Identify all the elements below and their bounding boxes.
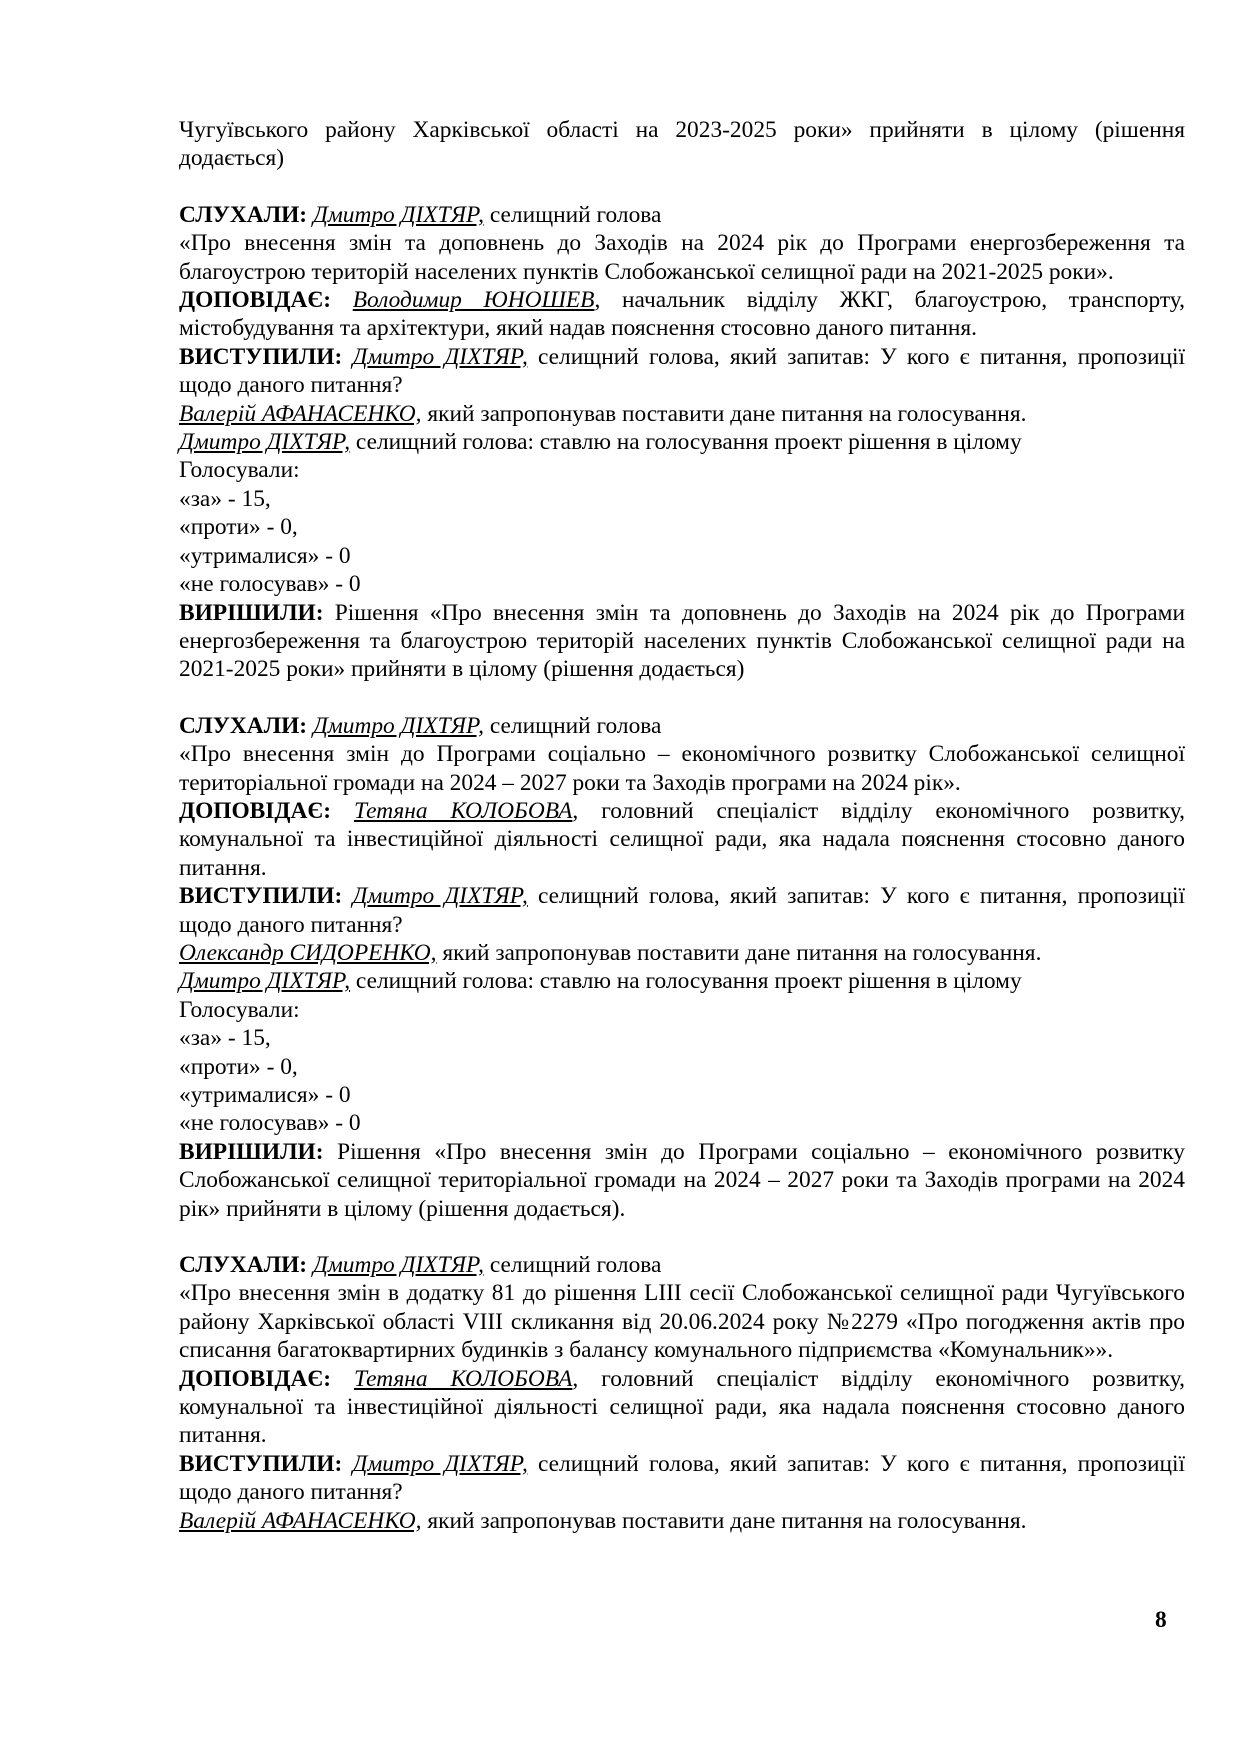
chair-person: Дмитро ДІХТЯР, [179,429,351,456]
vote-against: «проти» - 0, [179,1053,298,1080]
voted-label: Голосували: [179,996,300,1023]
chair-text: селищний голова: ставлю на голосування проект рішення в цілому [350,429,1022,456]
spacer [179,173,1185,201]
reports-label: ДОПОВІДАЄ: [179,287,332,314]
heard-person: Дмитро ДІХТЯР, [312,1252,485,1279]
intro-paragraph: Чугуївського району Харківської області на 2023-2025 роки» прийняти в цілому (рішення додається) [179,117,1185,172]
proposal-line [179,400,1185,428]
vote-abstained: «утрималися» - 0 [179,542,351,569]
spoke-line [179,1450,1185,1507]
vote-not-voted: «не голосував» - 0 [179,1110,361,1137]
reports-line [179,286,1185,343]
proposer-text: який запропонував поставити дане питання на голосування. [421,1507,1027,1534]
reports-line [179,1365,1185,1450]
agenda-item-1 [179,201,1185,684]
speaker-text: селищний голова, який запитав: У кого є питання, пропозиції щодо даного питання? [179,343,1185,399]
proposer-text: який запропонував поставити дане питання на голосування. [436,939,1042,966]
heard-role: селищний голова [484,712,662,739]
proposer-text: який запропонував поставити дане питання на голосування. [421,400,1027,427]
heard-person: Дмитро ДІХТЯР, [312,201,485,228]
heard-line [179,712,1185,740]
spoke-line [179,882,1185,939]
speaker-person: Дмитро ДІХТЯР, [352,1450,528,1477]
speaker-text: селищний голова, який запитав: У кого є питання, пропозиції щодо даного питання? [179,883,1185,938]
item-title: «Про внесення змін до Програми соціально – економічного розвитку Слобожанської селищної територіальної громади на 2024 – 2027 роки та Заходів програми на 2024 рік». [179,741,1185,796]
heard-label: СЛУХАЛИ: [179,712,308,739]
decision-line [179,599,1185,684]
heard-line [179,201,1185,229]
chair-line [179,428,1185,456]
decision-text: Рішення «Про внесення змін та доповнень до Заходів на 2024 рік до Програми енергозбереження та благоустрою територій населених пунктів Слобожанської селищної ради на 2021-2025 роки» прийняти в цілому (рішення додається) [179,599,1185,683]
heard-label: СЛУХАЛИ: [179,201,308,228]
document-page [179,116,1185,1535]
spoke-label: ВИСТУПИЛИ: [179,343,343,370]
spoke-label: ВИСТУПИЛИ: [179,883,343,910]
heard-role: селищний голова [484,1252,662,1279]
item-title: «Про внесення змін в додатку 81 до рішення LIII сесії Слобожанської селищної ради Чугуївського району Харківської області VIII скликання від 20.06.2024 року №2279 «Про погодження актів про списання багатоквартирних будинків з балансу комунального підприємства «Комунальник»». [179,1280,1185,1364]
vote-not-voted: «не голосував» - 0 [179,571,361,598]
reports-line [179,797,1185,882]
speaker-person: Дмитро ДІХТЯР, [352,343,528,370]
reports-label: ДОПОВІДАЄ: [179,1365,332,1392]
decision-line [179,1138,1185,1223]
proposer-person: Валерій АФАНАСЕНКО, [179,1507,422,1534]
proposal-line [179,1507,1185,1535]
page-number: 8 [1155,1607,1167,1633]
speaker-person: Дмитро ДІХТЯР, [352,883,528,910]
spoke-label: ВИСТУПИЛИ: [179,1450,343,1477]
heard-person: Дмитро ДІХТЯР, [312,712,485,739]
decided-label: ВИРІШИЛИ: [179,599,324,626]
vote-abstained: «утрималися» - 0 [179,1082,351,1108]
chair-person: Дмитро ДІХТЯР, [179,968,351,995]
heard-role: селищний голова [484,201,662,228]
voted-label: Голосували: [179,457,300,484]
item-title: «Про внесення змін та доповнень до Заходів на 2024 рік до Програми енергозбереження та благоустрою територій населених пунктів Слобожанської селищної ради на 2021-2025 роки». [179,230,1185,285]
vote-against: «проти» - 0, [179,514,298,541]
proposer-person: Валерій АФАНАСЕНКО, [179,400,422,427]
reporter-role: , головний спеціаліст відділу економічного розвитку, комунальної та інвестиційної діяльності селищної ради, яка надала пояснення стосовно даного питання. [179,797,1185,881]
speaker-text: селищний голова, який запитав: У кого є питання, пропозиції щодо даного питання? [179,1450,1185,1506]
agenda-item-2 [179,712,1185,1223]
spacer [179,684,1185,712]
reporter-person: Тетяна КОЛОБОВА [354,797,573,824]
reports-label: ДОПОВІДАЄ: [179,797,332,824]
spoke-line [179,343,1185,400]
reporter-role: , головний спеціаліст відділу економічного розвитку, комунальної та інвестиційної діяльності селищної ради, яка надала пояснення стосовно даного питання. [179,1365,1185,1449]
proposer-person: Олександр СИДОРЕНКО, [179,939,437,966]
reporter-person: Володимир ЮНОШЕВ [352,287,595,314]
proposal-line [179,939,1185,967]
decided-label: ВИРІШИЛИ: [179,1138,324,1165]
heard-line [179,1251,1185,1279]
chair-text: селищний голова: ставлю на голосування проект рішення в цілому [350,968,1022,995]
vote-for: «за» - 15, [179,485,271,512]
heard-label: СЛУХАЛИ: [179,1252,308,1279]
reporter-person: Тетяна КОЛОБОВА [354,1365,573,1392]
agenda-item-3 [179,1251,1185,1535]
spacer [179,1223,1185,1251]
decision-text: Рішення «Про внесення змін до Програми соціально – економічного розвитку Слобожанської селищної територіальної громади на 2024 – 2027 роки та Заходів програми на 2024 рік» прийняти в цілому (рішення додається). [179,1138,1185,1222]
vote-for: «за» - 15, [179,1025,271,1052]
reporter-role: , начальник відділу ЖКГ, благоустрою, транспорту, містобудування та архітектури, який надав пояснення стосовно даного питання. [179,287,1185,342]
chair-line [179,967,1185,995]
